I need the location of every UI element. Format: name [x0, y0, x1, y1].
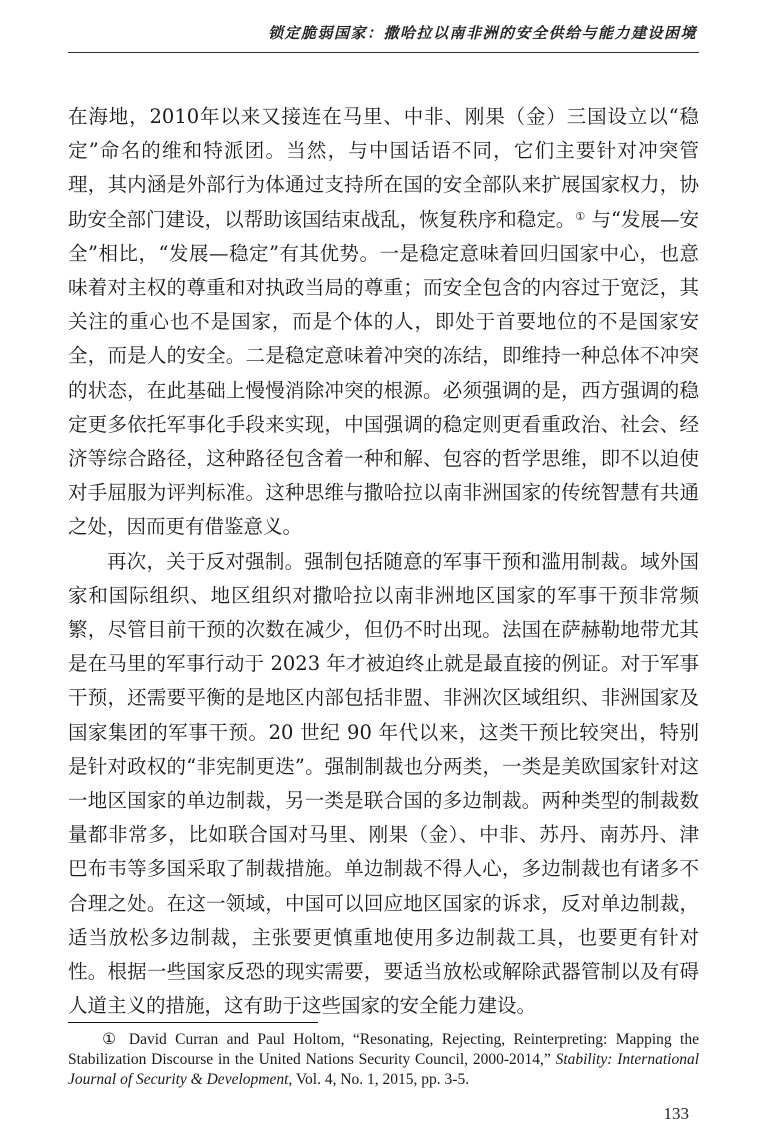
footnote-marker: ①: [102, 1031, 121, 1048]
header-divider: [68, 52, 699, 53]
footnote-divider: [68, 1022, 318, 1023]
footnote-reference-marker[interactable]: ①: [575, 209, 586, 223]
page-number: 133: [663, 1104, 689, 1123]
paragraph-1: [68, 100, 699, 545]
paragraph-1-text-start: 在海地，2010年以来又接连在马里、中非、刚果（金）三国设立以“稳定”命名的维和特派团。当然，与中国话语不同，它们主要针对冲突管理，其内涵是外部行为体通过支持所在国的安全部队来扩展国家权力，协助安全部门建设，以帮助该国结束战乱，恢复秩序和稳定。: [68, 105, 699, 231]
footnote-citation-tail: , Vol. 4, No. 1, 2015, pp. 3-5.: [288, 1071, 470, 1088]
footnote-citation-text: David Curran and Paul Holtom, “Resonating, Rejecting, Reinterpreting: Mapping the Stabilization Discourse in the United Nations Security Council, 2000-2014,”: [68, 1031, 699, 1068]
footnote-journal-title: Stability: International Journal of Security & Development: [68, 1051, 699, 1088]
running-header-title: 锁定脆弱国家：撒哈拉以南非洲的安全供给与能力建设困境: [267, 24, 697, 42]
paragraph-1-text-end: 与“发展—安全”相比，“发展—稳定”有其优势。一是稳定意味着回归国家中心，也意味着对主权的尊重和对执政当局的尊重；而安全包含的内容过于宽泛，其关注的重心也不是国家，而是个体的人，即处于首要地位的不是国家安全，而是人的安全。二是稳定意味着冲突的冻结，即维持一种总体不冲突的状态，在此基础上慢慢消除冲突的根源。必须强调的是，西方强调的稳定更多依托军事化手段来实现，中国强调的稳定则更看重政治、社会、经济等综合路径，这种路径包含着一种和解、包容的哲学思维，即不以迫使对手屈服为评判标准。这种思维与撒哈拉以南非洲国家的传统智慧有共通之处，因而更有借鉴意义。: [68, 207, 699, 539]
footnote: [68, 1030, 699, 1090]
paragraph-2: 再次，关于反对强制。强制包括随意的军事干预和滥用制裁。域外国家和国际组织、地区组织对撒哈拉以南非洲地区国家的军事干预非常频繁，尽管目前干预的次数在减少，但仍不时出现。法国在萨赫勒地带尤其是在马里的军事行动于 2023 年才被迫终止就是最直接的例证。对于军事干预，还需要平衡的是地区内部包括非盟、非洲次区域组织、非洲国家及国家集团的军事干预。20 世纪 90 年代以来，这类干预比较突出，特别是针对政权的“非宪制更迭”。强制制裁也分两类，一类是美欧国家针对这一地区国家的单边制裁，另一类是联合国的多边制裁。两种类型的制裁数量都非常多，比如联合国对马里、刚果（金）、中非、苏丹、南苏丹、津巴布韦等多国采取了制裁措施。单边制裁不得人心，多边制裁也有诸多不合理之处。在这一领域，中国可以回应地区国家的诉求，反对单边制裁，适当放松多边制裁，主张要更慎重地使用多边制裁工具，也要更有针对性。根据一些国家反恐的现实需要，要适当放松或解除武器管制以及有碍人道主义的措施，这有助于这些国家的安全能力建设。: [68, 549, 699, 1018]
article-body: [68, 100, 699, 1023]
